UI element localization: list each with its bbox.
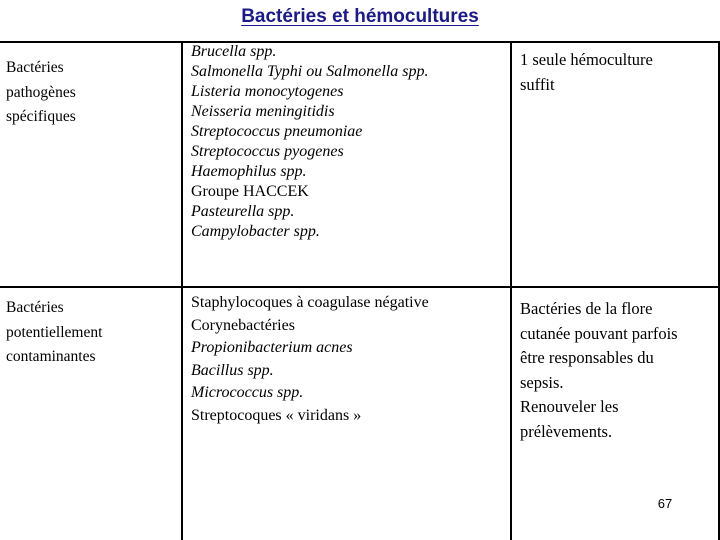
category-line: potentiellement (6, 323, 103, 341)
row-1-note (520, 48, 718, 97)
note-line: cutanée pouvant parfois (520, 323, 678, 343)
bacteria-item: Neisseria meningitidis (191, 103, 335, 120)
bacteria-item: Campylobacter spp. (191, 223, 320, 240)
bacteria-item: Streptococcus pneumoniae (191, 123, 363, 140)
row-2-bacteria-list (191, 292, 509, 428)
note-line: Renouveler les (520, 397, 619, 416)
category-line: Bactéries (6, 59, 64, 76)
row-1-bacteria-list (191, 42, 509, 242)
category-line: spécifiques (6, 108, 76, 125)
bacteria-item: Haemophilus spp. (191, 163, 307, 180)
category-line: Bactéries (6, 299, 64, 316)
category-line: contaminantes (6, 348, 96, 365)
row-2-note (520, 297, 718, 444)
bacteria-item: Bacillus spp. (191, 361, 274, 379)
page-number: 67 (657, 496, 673, 511)
note-line: Bactéries de la flore (520, 299, 653, 318)
bacteria-item: Groupe HACCEK (191, 183, 309, 200)
bacteria-item: Brucella spp. (191, 43, 277, 60)
category-line: pathogènes (6, 83, 76, 101)
bacteria-item: Corynebactéries (191, 316, 295, 334)
note-line: 1 seule hémoculture (520, 50, 653, 69)
note-line: suffit (520, 74, 555, 94)
bacteria-item: Listeria monocytogenes (191, 83, 344, 100)
bacteria-table (0, 41, 720, 540)
bacteria-item: Propionibacterium acnes (191, 339, 353, 357)
bacteria-item: Micrococcus spp. (191, 384, 304, 402)
note-line: sepsis. (520, 372, 564, 392)
bacteria-item: Salmonella Typhi ou Salmonella spp. (191, 63, 429, 80)
bacteria-item: Staphylocoques à coagulase négative (191, 294, 429, 311)
bacteria-item: Streptococcus pyogenes (191, 143, 344, 160)
column-divider-1 (181, 41, 183, 540)
note-line: prélèvements. (520, 421, 613, 441)
row-divider (0, 286, 720, 288)
bacteria-item: Pasteurella spp. (191, 203, 295, 220)
row-1-category (6, 56, 176, 130)
column-divider-2 (510, 41, 512, 540)
page-title: Bactéries et hémocultures (241, 6, 479, 27)
note-line: être responsables du (520, 348, 654, 367)
bacteria-item: Streptocoques « viridans » (191, 406, 362, 424)
row-2-category (6, 296, 176, 370)
